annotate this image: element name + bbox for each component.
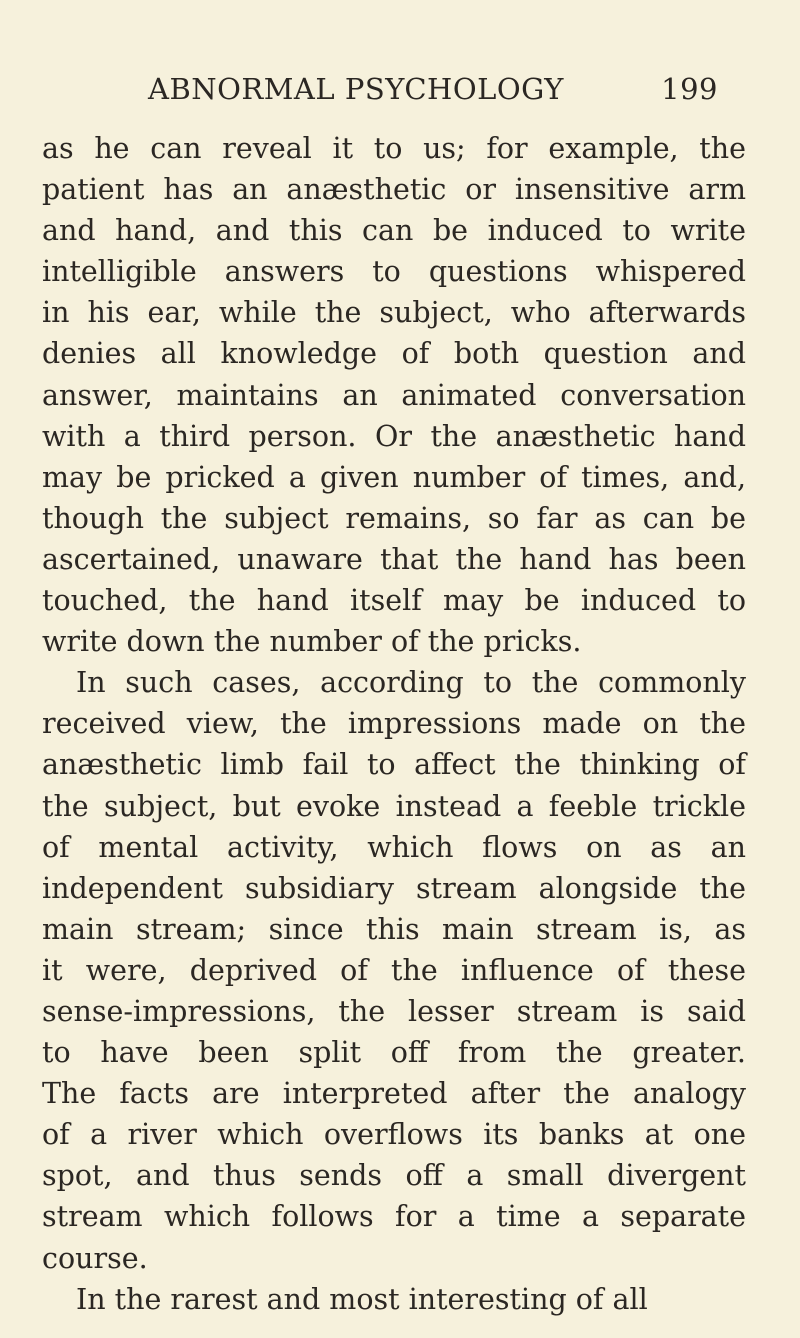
body-text: [42, 128, 746, 1320]
text-line: spot, and thus sends off a small divergent: [42, 1159, 746, 1193]
text-line: the subject, but evoke instead a feeble trickle: [42, 789, 746, 823]
text-line: in his ear, while the subject, who afterwards: [42, 296, 746, 330]
text-line: to have been split off from the greater.: [42, 1036, 746, 1070]
text-line: of mental activity, which flows on as an: [42, 830, 746, 864]
text-line: it were, deprived of the influence of these: [42, 953, 746, 987]
running-title: ABNORMAL PSYCHOLOGY: [148, 72, 564, 106]
text-line: though the subject remains, so far as can be: [42, 501, 746, 535]
text-line: ascertained, unaware that the hand has been: [42, 542, 746, 576]
text-line: received view, the impressions made on the: [42, 707, 746, 741]
text-line: may be pricked a given number of times, and,: [42, 460, 746, 494]
text-line: touched, the hand itself may be induced to: [42, 584, 746, 618]
text-line: The facts are interpreted after the analogy: [42, 1077, 746, 1111]
text-line: sense-impressions, the lesser stream is said: [42, 994, 746, 1028]
text-line: main stream; since this main stream is, as: [42, 912, 746, 946]
text-line: stream which follows for a time a separate: [42, 1200, 746, 1234]
text-line: answer, maintains an animated conversation: [42, 378, 746, 412]
running-head: [148, 72, 718, 116]
text-line: of a river which overflows its banks at one: [42, 1118, 746, 1152]
text-line: In the rarest and most interesting of all: [76, 1282, 648, 1316]
text-line: and hand, and this can be induced to write: [42, 214, 746, 248]
text-line: patient has an anæsthetic or insensitive arm: [42, 173, 746, 207]
page-number: 199: [661, 72, 718, 106]
text-line: anæsthetic limb fail to affect the thinking of: [42, 748, 746, 782]
text-line: with a third person. Or the anæsthetic hand: [42, 419, 746, 453]
text-line: In such cases, according to the commonly: [76, 666, 746, 700]
text-line: write down the number of the pricks.: [42, 625, 582, 659]
text-line: independent subsidiary stream alongside the: [42, 871, 746, 905]
text-line: denies all knowledge of both question and: [42, 337, 746, 371]
text-line: as he can reveal it to us; for example, the: [42, 132, 746, 165]
text-line: intelligible answers to questions whispered: [42, 255, 746, 289]
text-line: course.: [42, 1241, 148, 1275]
